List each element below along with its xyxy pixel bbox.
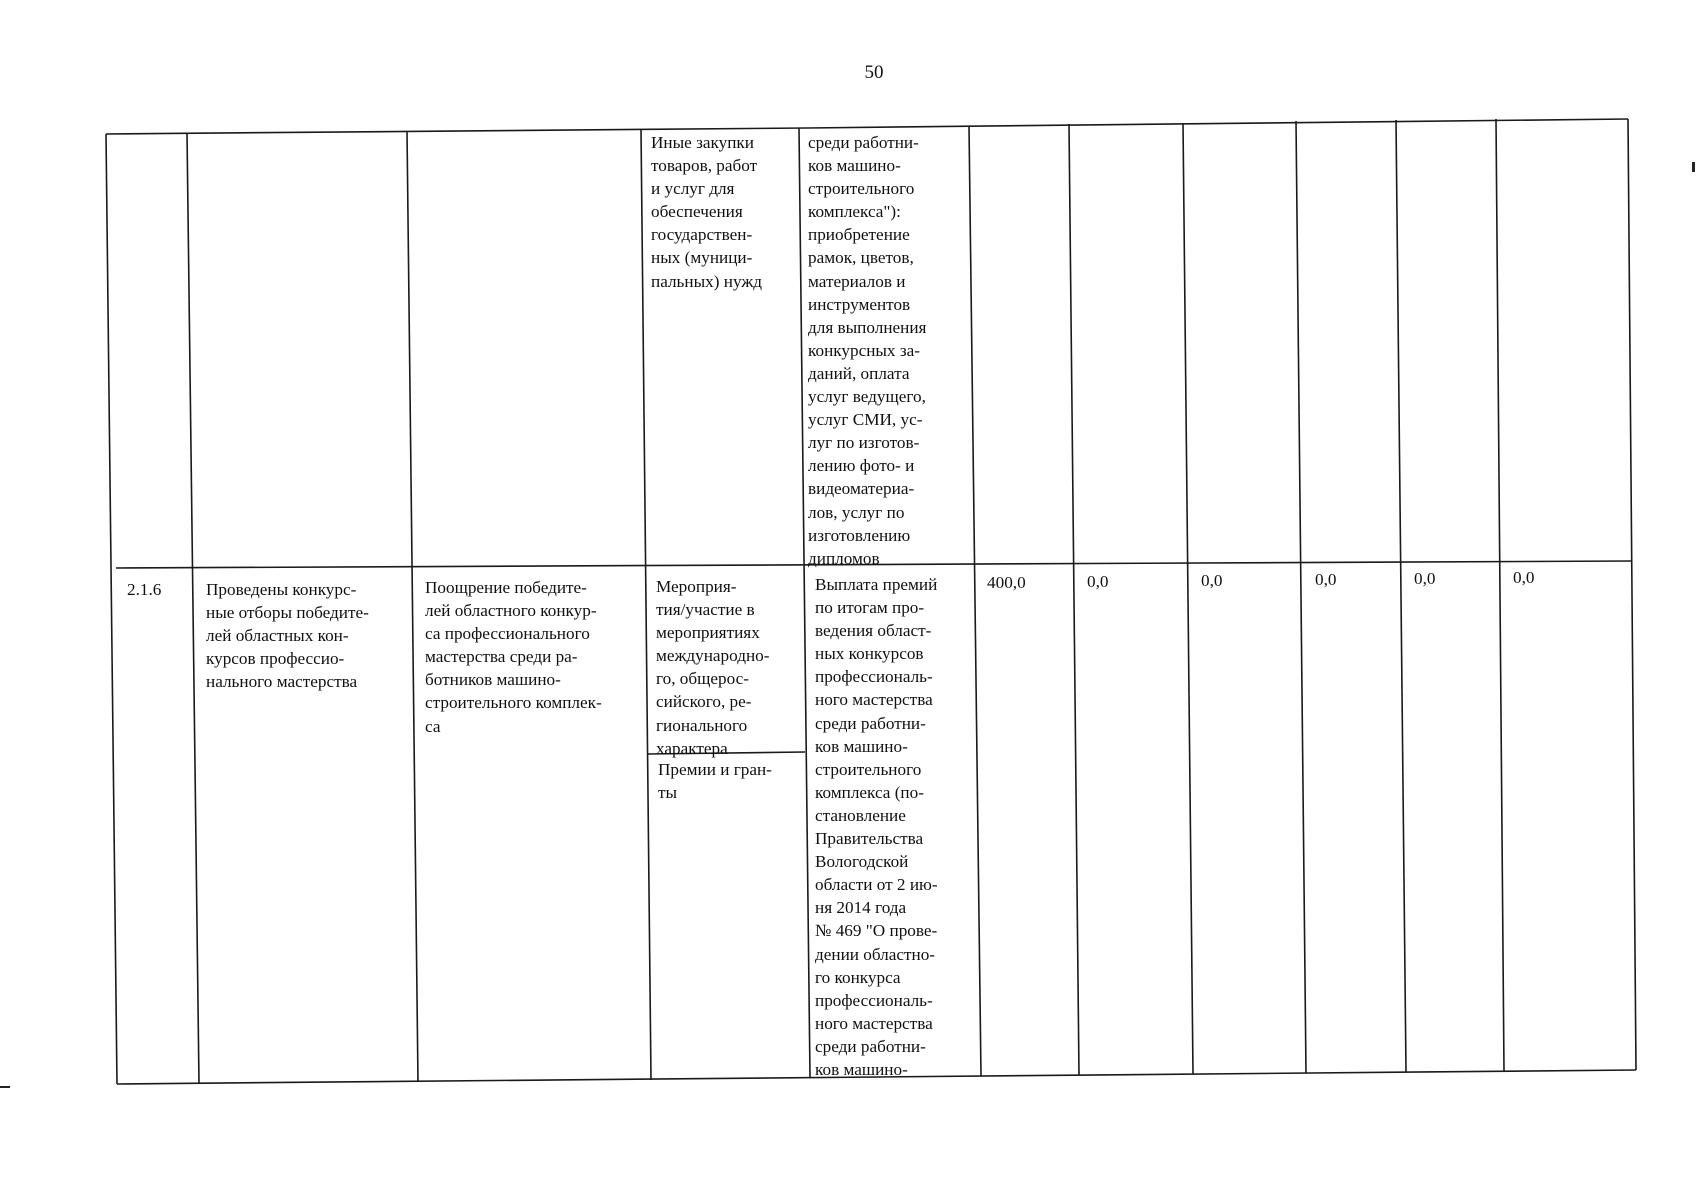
value-cell-1: 400,0 bbox=[987, 573, 1026, 592]
expense-type-cell-2: Премии и гран- ты bbox=[658, 760, 772, 803]
row-number-cell: 2.1.6 bbox=[127, 580, 162, 599]
scan-edge-mark-left bbox=[0, 1086, 10, 1088]
value-cell-3: 0,0 bbox=[1201, 571, 1223, 590]
measure-cell: Поощрение победите- лей областного конкур- са профессионального мастерства среди ра- ботников машино- строительного комплек- са bbox=[425, 578, 602, 736]
scan-edge-mark-right bbox=[1692, 162, 1695, 172]
page-number: 50 bbox=[864, 62, 884, 83]
description-cell: Выплата премий по итогам про- ведения област- ных конкурсов профессиональ- ного мастерства среди работни- ков машино- строительного комплекса (по- становление Правительства Вологодской области от 2 ию- ня 2014 года № 469 "О прове- дении областно- го конкурса профессиональ- ного мастерства среди работни- ков машино- bbox=[815, 575, 938, 1079]
cont-description-cell: среди работни- ков машино- строительного комплекса"): приобретение рамок, цветов, материалов и инструментов для выполнения конкурсных за- даний, оплата услуг ведущего, услуг СМИ, ус- луг по изготов- лению фото- и видеоматериа- лов, услуг по изготовлению дипломов bbox=[808, 133, 927, 568]
cont-expense-type-cell: Иные закупки товаров, работ и услуг для обеспечения государствен- ных (муници- пальных) нужд bbox=[651, 133, 762, 291]
value-cell-6: 0,0 bbox=[1513, 568, 1535, 587]
value-cell-2: 0,0 bbox=[1087, 572, 1109, 591]
value-cell-4: 0,0 bbox=[1315, 570, 1337, 589]
value-cell-5: 0,0 bbox=[1414, 569, 1436, 588]
result-cell: Проведены конкурс- ные отборы победите- лей областных кон- курсов профессио- нального мастерства bbox=[206, 580, 369, 692]
expense-type-cell-1: Мероприя- тия/участие в мероприятиях международно- го, общерос- сийского, ре- гионального характера bbox=[656, 577, 770, 758]
